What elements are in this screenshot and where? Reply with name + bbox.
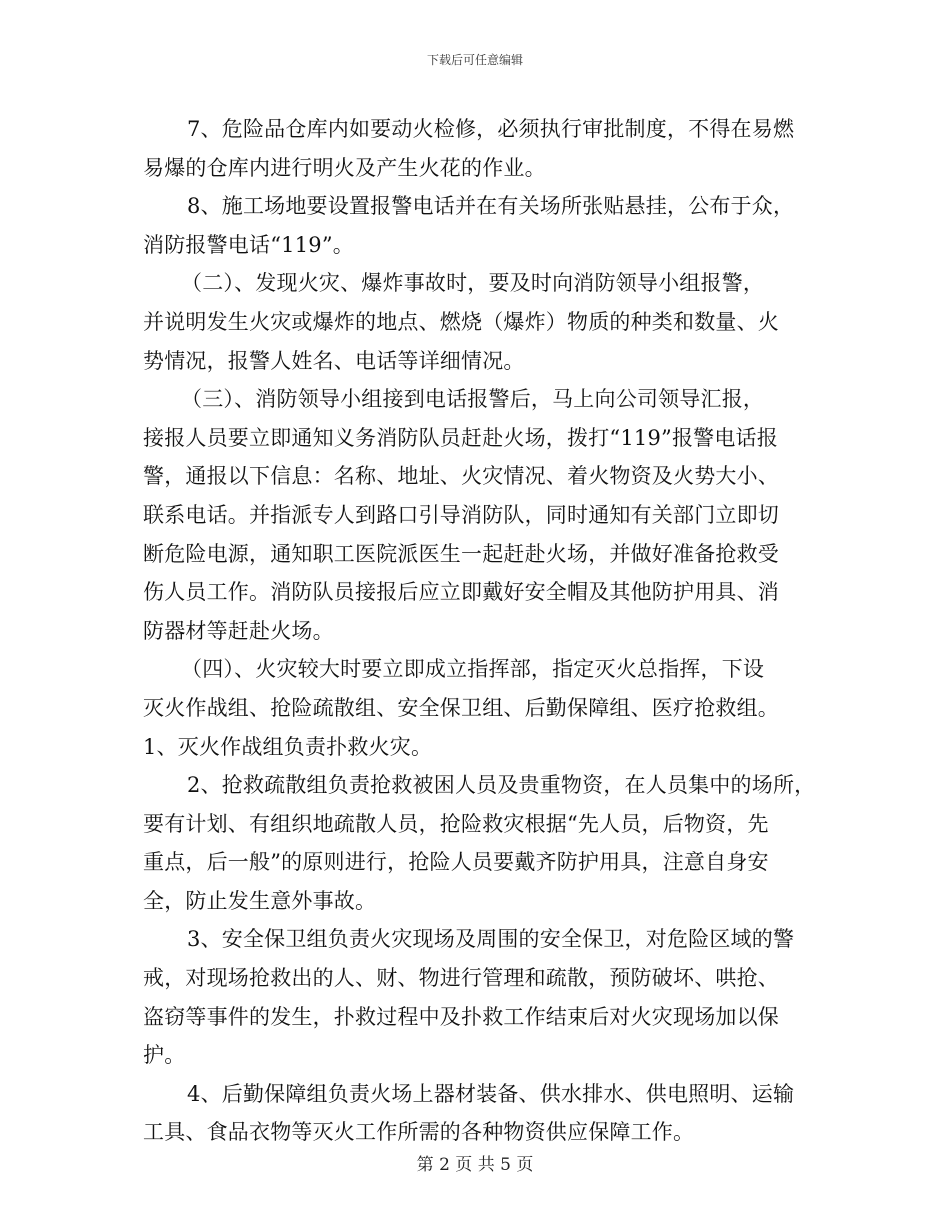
text-line: 势情况，报警人姓名、电话等详细情况。 — [143, 348, 525, 373]
text-line: 3、安全保卫组负责火灾现场及周围的安全保卫，对危险区域的警 — [187, 927, 795, 952]
text-line: （四）、火灾较大时要立即成立指挥部，指定灭火总指挥，下设 — [181, 657, 765, 682]
text-line: 断危险电源，通知职工医院派医生一起赶赴火场，并做好准备抢救受 — [143, 541, 779, 566]
text-line: 8、施工场地要设置报警电话并在有关场所张贴悬挂，公布于众， — [187, 194, 795, 219]
text-line: 4、后勤保障组负责火场上器材装备、供水排水、供电照明、运输 — [187, 1081, 795, 1106]
text-line: 戒，对现场抢救出的人、财、物进行管理和疏散，预防破坏、哄抢、 — [143, 966, 779, 991]
text-line: 联系电话。并指派专人到路口引导消防队，同时通知有关部门立即切 — [143, 502, 779, 527]
text-line: 接报人员要立即通知义务消防队员赶赴火场，拨打“119”报警电话报 — [143, 425, 778, 450]
text-line: 易爆的仓库内进行明火及产生火花的作业。 — [143, 155, 546, 180]
text-line: （三）、消防领导小组接到电话报警后，马上向公司领导汇报， — [181, 387, 765, 412]
page-footer: 第 2 页 共 5 页 — [416, 1155, 534, 1175]
text-line: 7、危险品仓库内如要动火检修，必须执行审批制度，不得在易燃 — [187, 117, 795, 141]
text-line: （二）、发现火灾、爆炸事故时，要及时向消防领导小组报警， — [181, 271, 765, 296]
text-line: 并说明发生火灾或爆炸的地点、燃烧（爆炸）物质的种类和数量、火 — [143, 309, 779, 334]
text-line: 防器材等赶赴火场。 — [143, 618, 334, 643]
text-line: 重点，后一般”的原则进行，抢险人员要戴齐防护用具，注意自身安 — [143, 850, 769, 875]
text-line: 要有计划、有组织地疏散人员，抢险救灾根据“先人员，后物资，先 — [143, 811, 769, 836]
text-line: 全，防止发生意外事故。 — [143, 888, 377, 913]
text-line: 工具、食品衣物等灭火工作所需的各种物资供应保障工作。 — [143, 1120, 695, 1145]
text-line: 2、抢救疏散组负责抢救被困人员及贵重物资，在人员集中的场所， — [187, 773, 816, 798]
document-body — [143, 110, 823, 1152]
text-line: 盗窃等事件的发生，扑救过程中及扑救工作结束后对火灾现场加以保 — [143, 1004, 779, 1029]
page-header: 下载后可任意编辑 — [426, 53, 523, 67]
text-line: 警，通报以下信息：名称、地址、火灾情况、着火物资及火势大小、 — [143, 464, 779, 489]
text-line: 伤人员工作。消防队员接报后应立即戴好安全帽及其他防护用具、消 — [143, 580, 779, 605]
text-line: 消防报警电话“119”。 — [143, 232, 354, 257]
text-line: 1、灭火作战组负责扑救火灾。 — [143, 734, 433, 759]
text-line: 护。 — [143, 1043, 186, 1068]
text-line: 灭火作战组、抢险疏散组、安全保卫组、后勤保障组、医疗抢救组。 — [143, 695, 779, 720]
